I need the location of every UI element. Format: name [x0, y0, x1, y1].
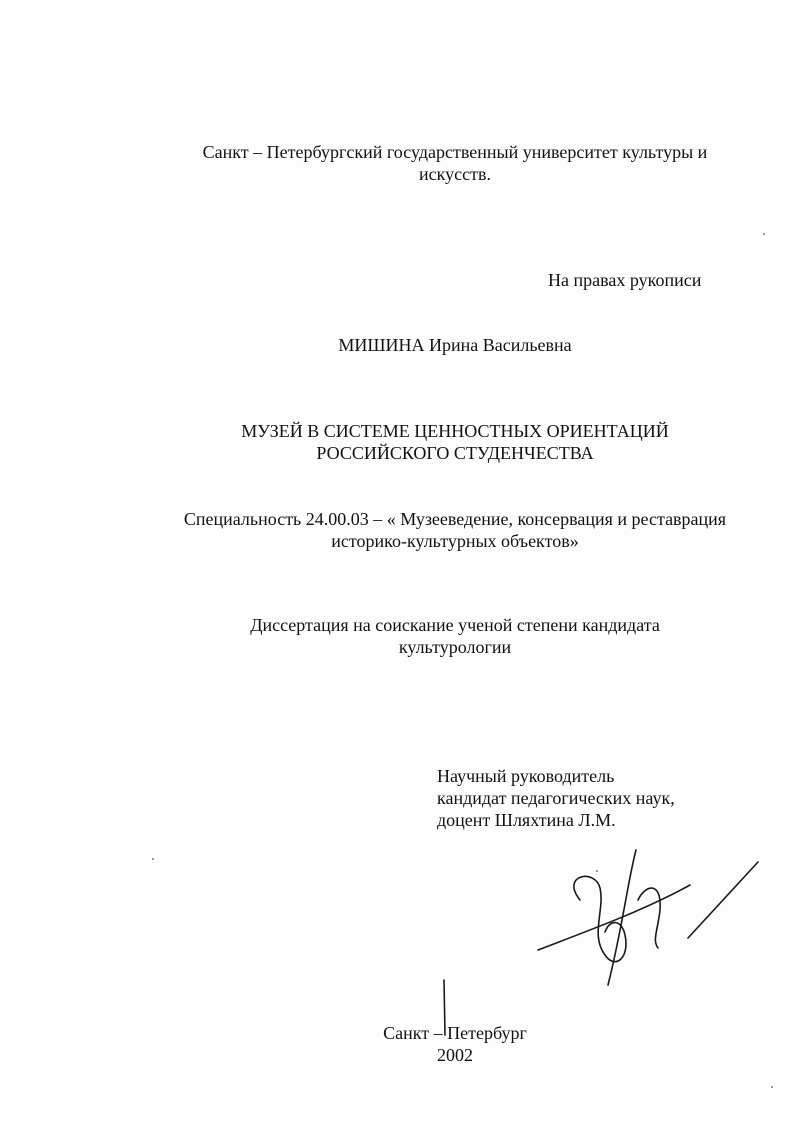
scan-speck: [596, 870, 598, 872]
title-line-2: РОССИЙСКОГО СТУДЕНЧЕСТВА: [316, 443, 594, 463]
author-name: МИШИНА Ирина Васильевна: [338, 335, 572, 355]
university-name: [150, 141, 760, 185]
place-and-year: [300, 1022, 610, 1066]
handwritten-signature: [430, 840, 770, 1040]
scan-speck: [771, 1086, 773, 1088]
university-line-1: Санкт – Петербургский государственный университет культуры и: [202, 142, 708, 162]
dissertation-degree: [150, 614, 760, 658]
dissertation-line-1: Диссертация на соискание ученой степени кандидата: [250, 615, 660, 635]
supervisor-line-3: доцент Шляхтина Л.М.: [437, 810, 616, 830]
university-line-2: искусств.: [419, 164, 491, 184]
scan-speck: [152, 858, 154, 860]
scan-speck: [763, 233, 765, 235]
supervisor-line-1: Научный руководитель: [437, 766, 615, 786]
scientific-supervisor: [437, 765, 675, 831]
supervisor-line-2: кандидат педагогических наук,: [437, 788, 675, 808]
signature-stroke-sweep: [538, 885, 690, 950]
title-line-1: МУЗЕЙ В СИСТЕМЕ ЦЕННОСТНЫХ ОРИЕНТАЦИЙ: [241, 421, 669, 441]
dissertation-title: [150, 420, 760, 464]
signature-stroke-diagonal: [688, 862, 758, 938]
specialty: [150, 508, 760, 552]
manuscript-note: На правах рукописи: [548, 270, 702, 290]
footer-city: Санкт – Петербург: [383, 1023, 527, 1043]
specialty-line-2: историко-культурных объектов»: [331, 531, 579, 551]
signature-stroke-hump: [638, 888, 660, 948]
specialty-line-1: Специальность 24.00.03 – « Музееведение, консервация и реставрация: [183, 509, 727, 529]
footer-year: 2002: [437, 1045, 473, 1065]
dissertation-line-2: культурологии: [398, 637, 512, 657]
